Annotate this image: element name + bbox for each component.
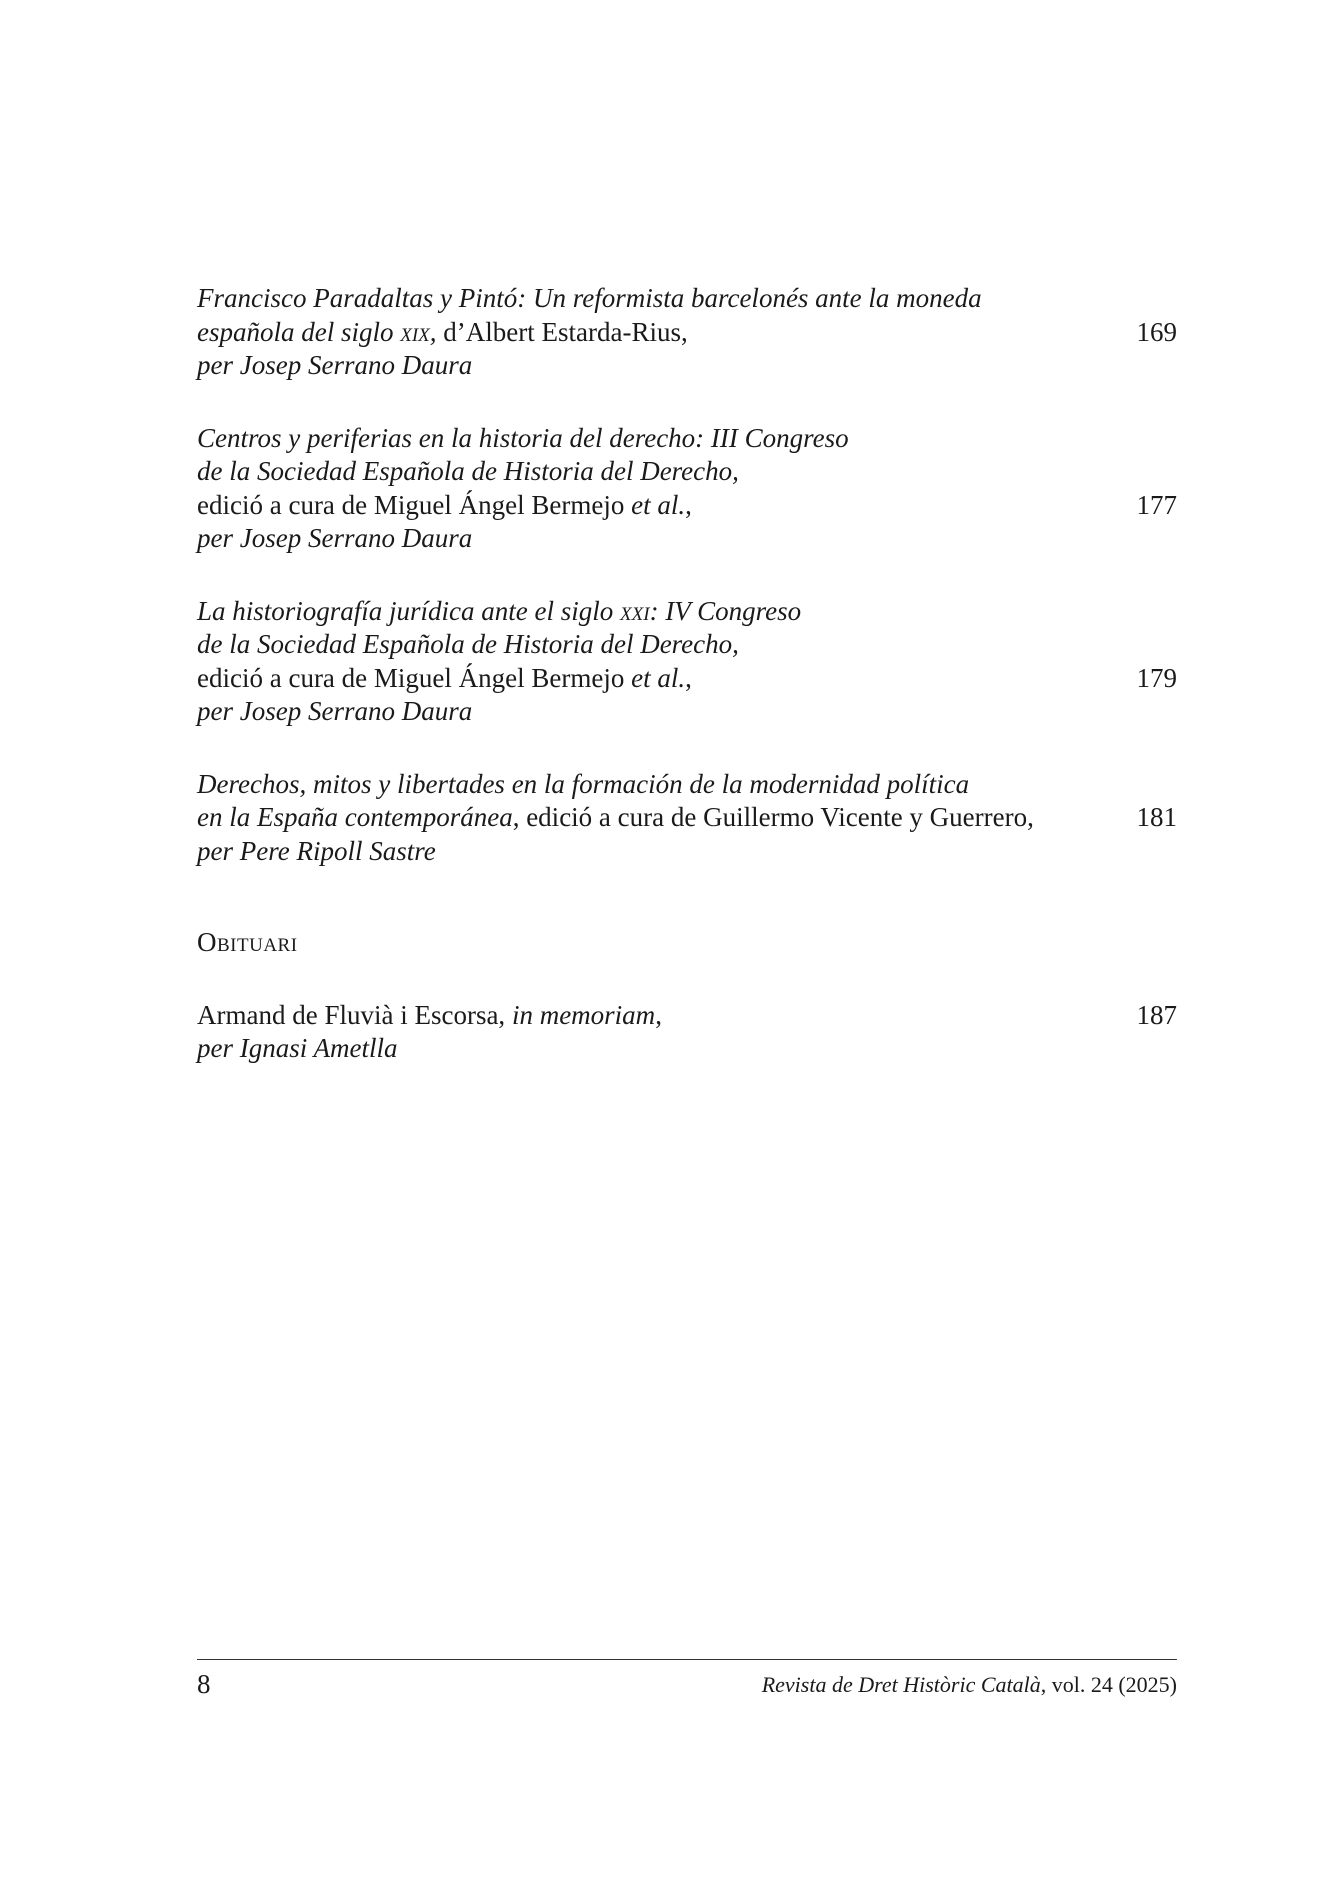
in-memoriam: in memoriam	[511, 999, 656, 1030]
toc-entry[interactable]	[197, 999, 1177, 1066]
entry-title-smallcaps: xix	[400, 316, 430, 347]
entry-page-number[interactable]: 181	[1136, 802, 1177, 832]
entry-reviewer: per Pere Ripoll Sastre	[197, 835, 436, 866]
journal-title: Revista de Dret Històric Català	[761, 1672, 1041, 1697]
footer-divider	[197, 1659, 1177, 1660]
entry-punct: ,	[655, 999, 662, 1030]
toc-entry-text	[197, 595, 1097, 729]
table-of-contents	[197, 282, 1177, 1066]
entry-title-part: española del siglo	[197, 316, 401, 347]
entry-editor: d’Albert Estarda-Rius,	[436, 316, 688, 347]
toc-entry[interactable]	[197, 282, 1177, 383]
entry-reviewer: per Ignasi Ametlla	[197, 1033, 398, 1063]
entry-reviewer: per Josep Serrano Daura	[197, 696, 473, 726]
toc-entry-text	[197, 422, 1097, 556]
entry-page-number[interactable]: 169	[1136, 316, 1177, 347]
entry-editor: , edició a cura de Guillermo Vicente y Guerrero,	[512, 802, 1034, 832]
entry-title-line	[197, 316, 1097, 350]
entry-title-smallcaps: xxi	[620, 595, 650, 626]
entry-title-line	[197, 999, 1097, 1033]
toc-entry-text	[197, 768, 1097, 869]
entry-punct: ,	[685, 662, 692, 693]
toc-entry-text	[197, 999, 1097, 1066]
entry-editor-line	[197, 489, 1097, 523]
entry-editor: edició a cura de Miguel Ángel Bermejo	[197, 489, 632, 520]
toc-entry[interactable]	[197, 422, 1177, 556]
entry-page-number[interactable]: 177	[1136, 489, 1177, 520]
entry-title-line: Derechos, mitos y libertades en la formación de la modernidad política	[197, 768, 970, 799]
entry-title-line: Francisco Paradaltas y Pintó: Un reformista barcelonés ante la moneda	[197, 283, 982, 313]
entry-title-part: ,	[429, 316, 437, 347]
toc-entry[interactable]	[197, 595, 1177, 729]
entry-title-line: de la Sociedad Española de Historia del Derecho,	[197, 629, 739, 659]
entry-page-number[interactable]: 179	[1136, 662, 1177, 693]
entry-page-number[interactable]: 187	[1136, 999, 1177, 1030]
entry-editor: edició a cura de Miguel Ángel Bermejo	[197, 662, 632, 693]
footer-page-number: 8	[197, 1669, 211, 1699]
toc-entry[interactable]	[197, 768, 1177, 869]
entry-title-part: : IV Congreso	[649, 595, 802, 626]
entry-title-part: en la España contemporánea	[197, 802, 513, 832]
entry-reviewer: per Josep Serrano Daura	[197, 523, 473, 553]
et-al: et al.	[631, 662, 686, 693]
entry-title-line: de la Sociedad Española de Historia del Derecho,	[197, 456, 739, 486]
entry-punct: ,	[685, 489, 692, 520]
section-heading-obituari: Obituari	[197, 927, 298, 957]
journal-volume: , vol. 24 (2025)	[1040, 1672, 1177, 1697]
footer-journal	[762, 1670, 1177, 1700]
entry-title-part: La historiografía jurídica ante el siglo	[197, 595, 621, 626]
entry-editor-line	[197, 662, 1097, 696]
entry-title-line	[197, 801, 1097, 835]
entry-title-line	[197, 595, 1097, 629]
toc-entry-text	[197, 282, 1097, 383]
entry-title-line: Centros y periferias en la historia del derecho: III Congreso	[197, 422, 849, 453]
et-al: et al.	[631, 489, 686, 520]
entry-title-part: Armand de Fluvià i Escorsa,	[197, 999, 512, 1030]
entry-reviewer: per Josep Serrano Daura	[197, 350, 473, 380]
